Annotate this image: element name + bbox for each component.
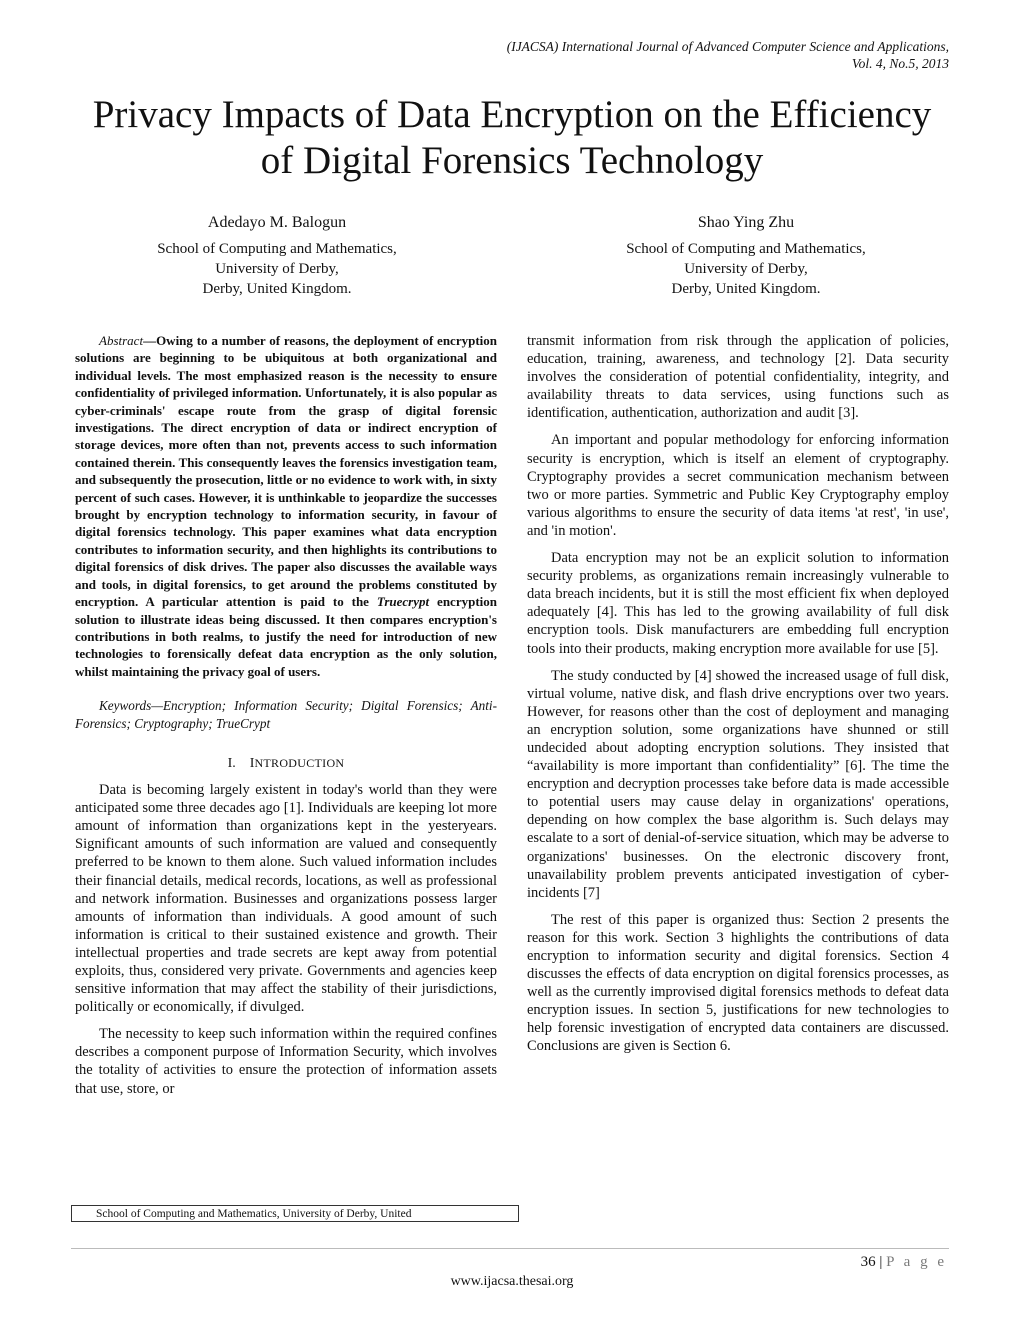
journal-name: (IJACSA) International Journal of Advanced Computer Science and Applications, <box>506 39 949 54</box>
journal-volume: Vol. 4, No.5, 2013 <box>851 56 949 71</box>
section-title-initial: I <box>249 755 255 771</box>
body-paragraph: transmit information from risk through the application of policies, education, training, awareness, and technology [2]. Data security involves the consideration of potential confidentiality, integrity, and availability threats to data services, using functions such as identification, authentication, authorization and audit [3]. <box>527 333 949 422</box>
title-line-2: of Digital Forensics Technology <box>260 139 764 182</box>
section-title-rest: NTRODUCTION <box>254 755 345 770</box>
author-location: Derby, United Kingdom. <box>671 281 821 297</box>
section-heading-introduction <box>75 754 497 773</box>
right-column <box>527 332 949 1056</box>
abstract-truecrypt: Truecrypt <box>376 594 430 610</box>
author-university: University of Derby, <box>215 261 339 277</box>
body-paragraph: Data encryption may not be an explicit solution to information security problems, as organizations remain increasingly vulnerable to data breach incidents, but it is still the most efficient fix when deployed adequately [4]. This has led to the growing availability of full disk encryption tools. Disk manufacturers are embedding full encryption tools into their products, making encryption more available for use [5]. <box>527 550 949 657</box>
body-paragraph: The study conducted by [4] showed the increased usage of full disk, virtual volume, native disk, and flash drive encryptions over two years. However, for reasons other than the cost of deployment and managing an encryption solution, some organizations have shunned or still undecided about adopting encryption solutions. They insisted that “availability is more important than confidentiality” [6]. The time the encryption and decryption processes take before data is made accessible to potential users may cause delay in organizations' operations, depending on how complex the base algorithm is. Such delays may escalate to a sort of denial-of-service situation, which may be adverse to organizations' businesses. On the electronic discovery front, unavailability problem prevents anticipated investigation of cyber-incidents [7] <box>527 667 949 901</box>
page-label: P a g e <box>886 1254 947 1270</box>
page-number <box>861 1254 947 1271</box>
section-number: I. <box>227 755 236 771</box>
author-name: Adedayo M. Balogun <box>207 214 347 231</box>
body-paragraph: The rest of this paper is organized thus: Section 2 presents the reason for this work. Section 3 highlights the contributions of data encryption to information security and digital forensics. Section 4 discusses the effects of data encryption on digital forensics processes, as well as the currently improvised digital forensics methods to defeat data encryption issues. In section 5, justifications for new technologies to help forensic investigation of encrypted data containers are discussed. Conclusions are given is Section 6. <box>527 911 949 1055</box>
keywords: Keywords—Encryption; Information Security; Digital Forensics; Anti-Forensics; Cryptography; TrueCrypt <box>75 698 497 731</box>
author-block-1 <box>97 213 457 299</box>
journal-header <box>507 38 949 72</box>
author-affiliation: School of Computing and Mathematics, <box>626 241 866 257</box>
page-number-value: 36 <box>860 1254 876 1270</box>
body-paragraph: Data is becoming largely existent in today's world than they were anticipated some three decades ago [1]. Individuals are keeping lot more amount of information than organizations kept in the yesteryears. Significant amounts of such information are valued and consequently preferred to be known to them alone. Such valued information includes their financial details, medical records, locations, as well as professional and network information. Businesses and organizations possess larger amounts of information than individuals. A good amount of such information is critical to their sustained existence and growth. Their intellectual properties and trade secrets are kept away from potential exploits, thus, considered very private. Governments and agencies keep sensitive information that may affect the stability of their jurisdictions, politically or economically, if divulged. <box>75 782 497 1016</box>
title-line-1: Privacy Impacts of Data Encryption on the Efficiency <box>92 93 932 136</box>
body-paragraph: An important and popular methodology for enforcing information security is encryption, which is itself an element of cryptography. Cryptography provides a secret communication mechanism between two or more parties. Symmetric and Public Key Cryptography employ various algorithms to ensure the security of data items 'at rest', 'in use', and 'in motion'. <box>527 432 949 539</box>
abstract-text-2: encryption solution to illustrate ideas being discussed. It then compares encryption's contributions in both realms, to justify the need for introduction of new technologies to forensically defeat data encryption as the only solution, whilst maintaining the privacy goal of users. <box>75 594 497 679</box>
author-name: Shao Ying Zhu <box>697 214 795 231</box>
author-affiliation: School of Computing and Mathematics, <box>157 241 397 257</box>
page-separator: | <box>875 1254 887 1270</box>
abstract-label: Abstract <box>99 333 144 348</box>
abstract <box>75 332 497 680</box>
footer-divider <box>71 1248 949 1249</box>
author-location: Derby, United Kingdom. <box>202 281 352 297</box>
footnote-box: School of Computing and Mathematics, University of Derby, United <box>71 1205 519 1222</box>
paper-title <box>60 92 964 184</box>
left-column <box>75 332 497 1098</box>
abstract-text-1: —Owing to a number of reasons, the deployment of encryption solutions are beginning to be ubiquitous at both organizational and individual levels. The most emphasized reason is the necessity to ensure confidentiality of privileged information. Unfortunately, it is also popular as cyber-criminals' escape route from the grasp of digital forensic investigations. The direct encryption of data or indirect encryption of storage devices, more often than not, prevents access to such information contained therein. This consequently leaves the forensics investigation team, and subsequently the prosecution, little or no evidence to work with, in sixty percent of such cases. However, it is unthinkable to jeopardize the successes brought by encryption technology to information security, in favour of digital forensics technology. This paper examines what data encryption contributes to information security, and then highlights its contributions to digital forensics of disk drives. The paper also discusses the available ways and tools, in digital forensics, to get around the problems constituted by encryption. A particular attention is paid to the <box>75 333 497 610</box>
body-paragraph: The necessity to keep such information within the required confines describes a component purpose of Information Security, which involves the totality of activities to ensure the protection of information assets that use, store, or <box>75 1026 497 1097</box>
author-block-2 <box>566 213 926 299</box>
footer-url: www.ijacsa.thesai.org <box>450 1274 574 1289</box>
author-university: University of Derby, <box>684 261 808 277</box>
